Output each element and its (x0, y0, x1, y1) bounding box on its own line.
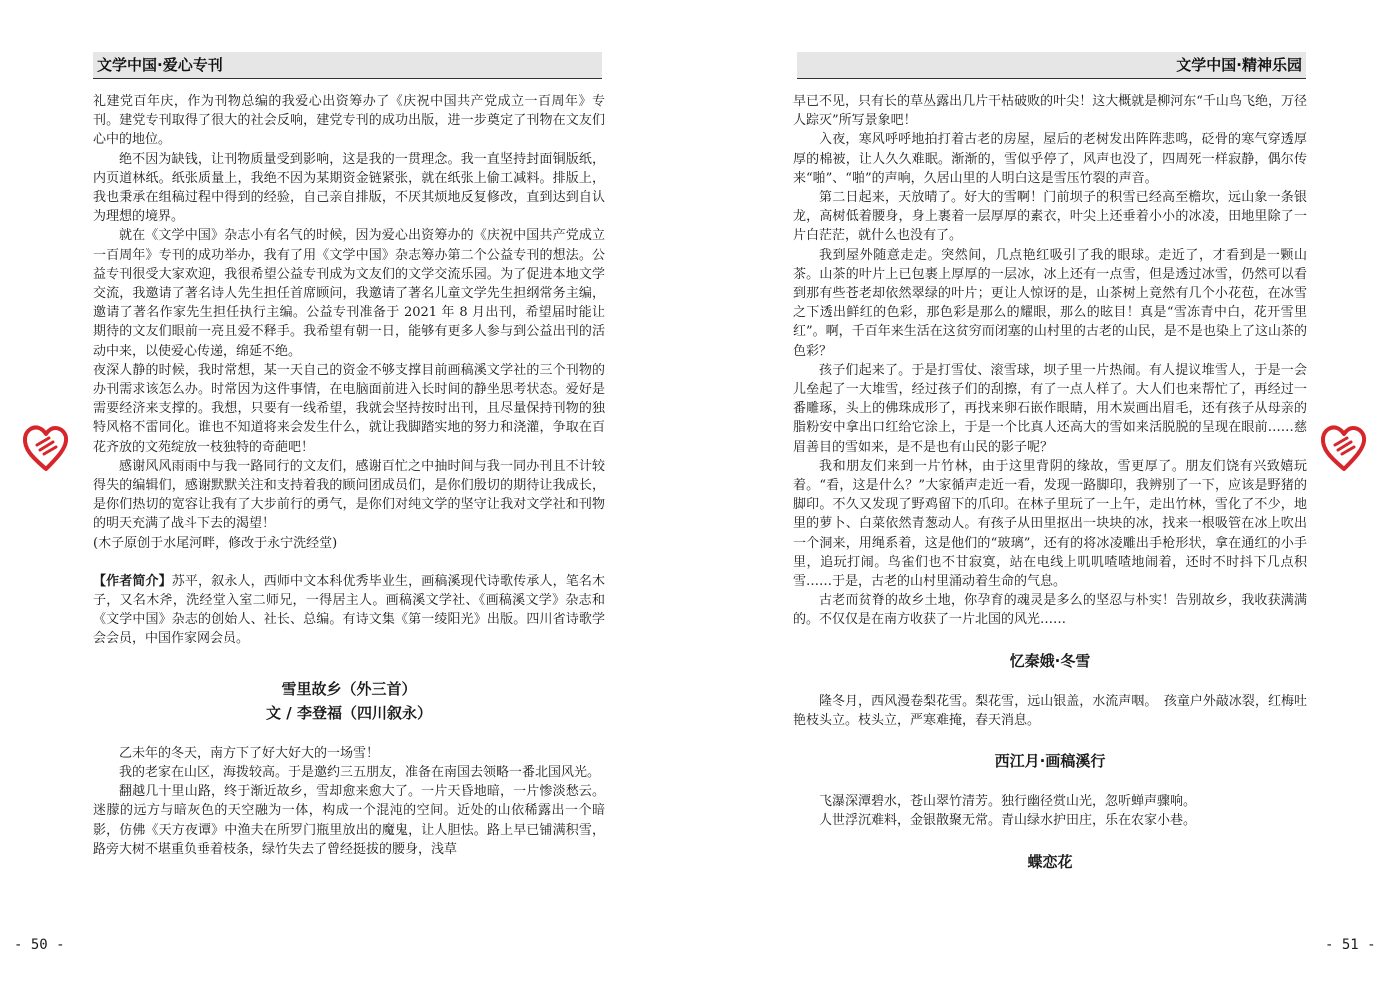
right-column (793, 92, 1307, 874)
paragraph: 翻越几十里山路，终于渐近故乡，雪却愈来愈大了。一片天昏地暗，一片惨淡愁云。迷朦的远方与暗灰色的天空融为一体，构成一个混沌的空间。近处的山依稀露出一个暗影，仿佛《天方夜谭》中渔夫在所罗门瓶里放出的魔鬼，让人胆怯。路上早已铺满积雪，路旁大树不堪重负垂着枝条，绿竹失去了曾经挺拔的腰身，浅草 (93, 784, 605, 857)
paragraph: 乙未年的冬天，南方下了好大好大的一场雪！ (119, 745, 380, 761)
poem-title: 西江月·画稿溪行 (994, 752, 1106, 771)
header-rule (797, 78, 1306, 79)
page-number: - 50 - (14, 937, 65, 953)
bio-text: 苏平，叙永人，西师中文本科优秀毕业生，画稿溪现代诗歌传承人，笔名木子，又名木斧，洗经堂入室二师兄，一得居主人。画稿溪文学社、《画稿溪文学》杂志和《文学中国》杂志的创始人、社长、总编。有诗文集《第一绫阳光》出版。四川省诗歌学会会员，中国作家网会员。 (93, 573, 605, 647)
right-page (699, 0, 1398, 982)
paragraph: 感谢风风雨雨中与我一路同行的文友们，感谢百忙之中抽时间与我一同办刊且不计较得失的编辑们，感谢默默关注和支持着我的顾问团成员们，是你们殷切的期待让我成长，是你们热切的宽容让我有了大步前行的勇气，是你们对纯文学的坚守让我对文学社和刊物的明天充满了战斗下去的渴望！ (93, 458, 605, 532)
author-note: (木子原创于水尾河畔，修改于永宁洗经堂) (93, 535, 338, 551)
page-header: 文学中国·精神乐园 (797, 52, 1306, 78)
paragraph: 第二日起来，天放晴了。好大的雪啊！门前坝子的积雪已经高至檐坎，远山象一条银龙，高树低着腰身，身上裹着一层厚厚的素衣，叶尖上还垂着小小的冰凌，田地里除了一片白茫茫，就什么也没有了。 (793, 190, 1307, 244)
left-column (93, 92, 605, 859)
spacer (93, 553, 605, 572)
paragraph: 早已不见，只有长的草丛露出几片干枯破败的叶尖！这大概就是柳河东“千山鸟飞绝，万径人踪灭”所写景象吧！ (793, 94, 1307, 129)
paragraph: 我和朋友们来到一片竹林，由于这里背阴的缘故，雪更厚了。朋友们饶有兴致嬉玩着。“看，这是什么？”大家循声走近一看，发现一路脚印，我辨别了一下，应该是野猪的脚印。不久又发现了野鸡留下的爪印。在林子里玩了一上午，走出竹林，雪化了不少，地里的萝卜、白菜依然青葱动人。有孩子从田里抠出一块块的冰，找来一根吸管在冰上吹出一个洞来，用绳系着，这是他们的“玻璃”，还有的将冰凌雕出手枪形状，拿在通红的小手里，追玩打闹。鸟雀们也不甘寂寞，站在电线上叽叽喳喳地闹着，还时不时抖下几点积雪……于是，古老的山村里涌动着生命的气息。 (793, 458, 1307, 590)
spacer (793, 773, 1307, 792)
paragraph: 入夜，寒风呼呼地拍打着古老的房屋，屋后的老树发出阵阵悲鸣，砭骨的寒气穿透厚厚的棉被，让人久久难眠。渐渐的，雪似乎停了，风声也没了，四周死一样寂静，偶尔传来“啪”、“啪”的声响，久居山里的人明白这是雪压竹裂的声音。 (793, 132, 1307, 186)
page-number: - 51 - (1325, 937, 1376, 953)
paragraph: 孩子们起来了。于是打雪仗、滚雪球，坝子里一片热闹。有人提议堆雪人，于是一会儿垒起了一大堆雪，经过孩子们的刮擦，有了一点人样了。大人们也来帮忙了，再经过一番雕琢，头上的佛珠成形了，再找来卵石嵌作眼睛，用木炭画出眉毛，还有孩子从母亲的脂粉安中拿出口红给它涂上，于是一个比真人还高大的雪如来活脱脱的呈现在眼前……慈眉善目的雪如来，是不是也有山民的影子呢？ (793, 362, 1307, 455)
poem-line: 人世浮沉难料，金银散聚无常。青山绿水护田庄，乐在农家小巷。 (819, 813, 1197, 829)
paragraph: 古老而贫脊的故乡土地，你孕育的魂灵是多么的坚忍与朴实！告别故乡，我收获满满的。不仅仅是在南方收获了一片北国的风光…… (793, 593, 1307, 628)
heart-hand-icon (22, 423, 70, 473)
paragraph: 夜深人静的时候，我时常想，某一天自己的资金不够支撑目前画稿溪文学社的三个刊物的办刊需求该怎么办。时常因为这件事情，在电脑面前进入长时间的静坐思考状态。爱好是需要经济来支撑的。我想，只要有一线希望，我就会坚持按时出刊，且尽量保持刊物的独特风格不雷同化。谁也不知道将来会发生什么，就让我脚踏实地的努力和浇灌，争取在百花齐放的文苑绽放一枝独特的奇葩吧！ (93, 362, 605, 455)
bio-label: 【作者简介】 (93, 573, 172, 589)
poem-line: 飞瀑深潭碧水，苍山翠竹清芳。独行幽径赏山光，忽听蝉声骤响。 (819, 794, 1197, 810)
page-header: 文学中国·爱心专刊 (93, 52, 602, 78)
spacer (93, 725, 605, 744)
paragraph: 我的老家在山区，海拨较高。于是邀约三五朋友，准备在南国去领略一番北国风光。 (119, 764, 601, 780)
poem-title: 忆秦娥·冬雪 (1009, 651, 1091, 670)
spacer (793, 730, 1307, 749)
author-bio (93, 572, 605, 649)
article-author: 文 / 李登福（四川叙永） (266, 703, 432, 722)
poem-text: 隆冬月，西风漫卷梨花雪。梨花雪，远山银盖，水流声咽。 孩童户外敲冰裂，红梅吐艳枝头立。枝头立，严寒难掩，春天消息。 (793, 693, 1307, 728)
paragraph: 我到屋外随意走走。突然间，几点艳红吸引了我的眼球。走近了，才看到是一颗山茶。山茶的叶片上已包裹上厚厚的一层冰，冰上还有一点雪，但是透过冰雪，仍然可以看到那有些苍老却依然翠绿的叶片；更让人惊讶的是，山茶树上竟然有几个小花苞，在冰雪之下透出鲜红的色彩，那色彩是那么的耀眼，那么的眩目！真是“雪冻青中白，花开雪里红”。啊，千百年来生活在这贫穷而闭塞的山村里的古老的山民，是不是也染上了这山茶的色彩？ (793, 247, 1307, 359)
paragraph: 礼建党百年庆，作为刊物总编的我爱心出资筹办了《庆祝中国共产党成立一百周年》专刊。建党专刊取得了很大的社会反响，建党专刊的成功出版，进一步奠定了刊物在文友们心中的地位。 (93, 94, 605, 148)
article-title: 雪里故乡（外三首） (281, 679, 417, 698)
heart-hand-icon (1320, 423, 1368, 473)
spacer (93, 649, 605, 677)
poem-title: 蝶恋花 (1027, 852, 1073, 871)
paragraph: 就在《文学中国》杂志小有名气的时候，因为爱心出资筹办的《庆祝中国共产党成立一百周年》专刊的成功举办，我有了用《文学中国》杂志筹办第二个公益专刊的想法。公益专刊很受大家欢迎，我很希望公益专刊成为文友们的文学交流乐园。为了促进本地文学交流，我邀请了著名诗人先生担任首席顾问，我邀请了著名儿童文学先生担纲常务主编，邀请了著名作家先生担任执行主编。公益专刊准备于 2021 年 8 月出刊，希望届时能让期待的文友们眼前一亮且爱不释手。我希望有朝一日，能够有更多人参与到公益出刊的活动中来，以使爱心传递，绵延不绝。 (93, 228, 605, 359)
header-rule (93, 78, 602, 79)
paragraph: 绝不因为缺钱，让刊物质量受到影响，这是我的一贯理念。我一直坚持封面铜版纸，内页道林纸。纸张质量上，我绝不因为某期资金链紧张，就在纸张上偷工减料。排版上，我也秉承在组稿过程中得到的经验，自己亲自排版，不厌其烦地反复修改，直到达到自认为理想的境界。 (93, 151, 605, 225)
spacer (793, 831, 1307, 850)
spacer (793, 673, 1307, 692)
spacer (793, 630, 1307, 649)
